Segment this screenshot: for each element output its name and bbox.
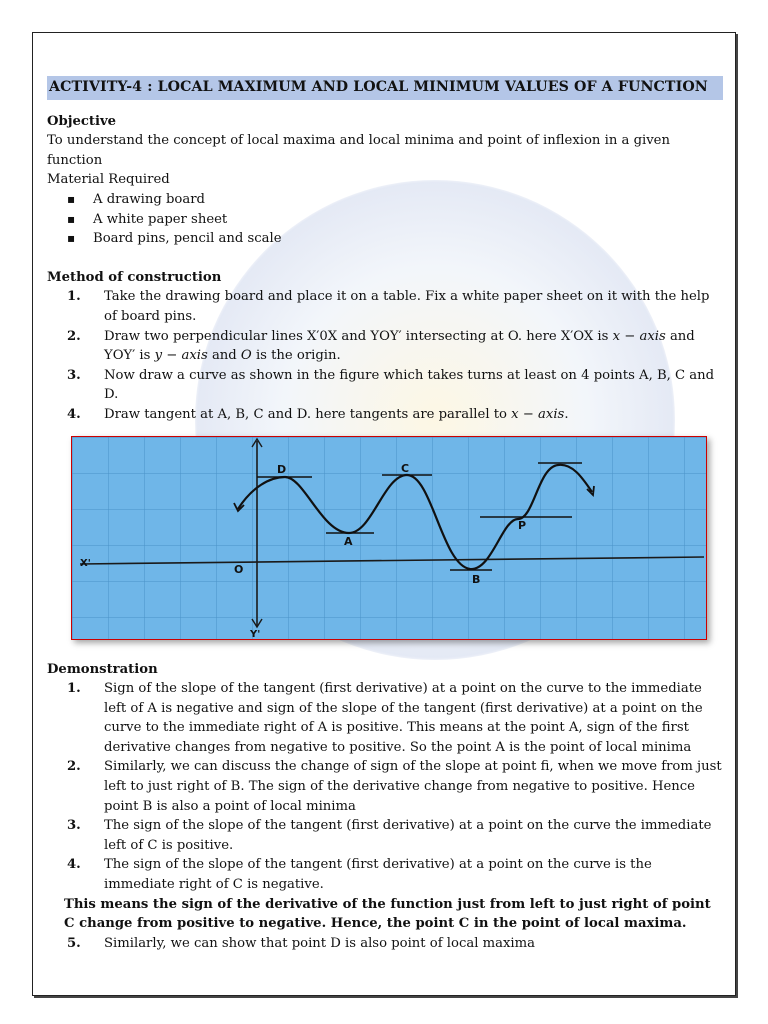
list-item: ▪ Board pins, pencil and scale — [67, 229, 723, 249]
demonstration-steps-list — [47, 679, 723, 895]
step-text: Take the drawing board and place it on a table. Fix a white paper sheet on it with the help of board pins. — [104, 289, 710, 324]
curve-figure-svg — [72, 437, 706, 639]
list-item — [47, 855, 723, 894]
curve-figure — [71, 436, 707, 640]
demonstration-conclusion: This means the sign of the derivative of the function just from left to just right of point C change from positive to negative. Hence, the point C in the point of local maxima. — [64, 896, 711, 932]
activity-title: ACTIVITY-4 : LOCAL MAXIMUM AND LOCAL MINIMUM VALUES OF A FUNCTION — [47, 76, 723, 100]
step-number: 2. — [67, 328, 81, 344]
method-steps-list — [47, 287, 723, 424]
step-number: 3. — [67, 367, 81, 383]
label-x-prime: X' — [80, 557, 91, 569]
step-number: 4. — [67, 857, 81, 873]
method-heading: Method of construction — [47, 269, 222, 285]
list-item — [47, 934, 723, 954]
list-item — [47, 757, 723, 816]
demonstration-heading: Demonstration — [47, 661, 158, 677]
demonstration-final-list — [47, 934, 723, 954]
list-item — [47, 287, 723, 326]
document-body — [47, 76, 723, 953]
step-text: Now draw a curve as shown in the figure which takes turns at least on 4 points A, B, C and D. — [104, 367, 715, 403]
step-text: Draw two perpendicular lines X′0X and YOY′ intersecting at O. here X′OX is 𝑥 − 𝑎𝑥𝑖𝑠 and YOY′ is 𝑦 − 𝑎𝑥𝑖𝑠 and 𝑂 is the origin. — [104, 328, 695, 364]
materials-list — [47, 190, 723, 249]
label-a: A — [344, 534, 353, 548]
step-number: 1. — [67, 289, 81, 305]
step-number: 4. — [67, 406, 81, 422]
label-c: C — [401, 461, 410, 475]
label-d: D — [277, 462, 287, 476]
material-heading: Material Required — [47, 172, 170, 188]
list-item — [47, 405, 723, 425]
list-item: ▪ A white paper sheet — [67, 210, 723, 230]
objective-text: To understand the concept of local maxima and local minima and point of inflexion in a given function — [47, 133, 670, 168]
step-text: The sign of the slope of the tangent (first derivative) at a point on the curve the immediate left of C is positive. — [104, 818, 712, 853]
step-text: Similarly, we can discuss the change of sign of the slope at point fi, when we move from just left to just right of B. The sign of the derivative change from negative to positive. Hence point B is also a point of local minima — [104, 759, 722, 814]
step-text: Similarly, we can show that point D is also point of local maxima — [104, 935, 536, 951]
list-item — [47, 366, 723, 405]
label-p: P — [518, 518, 527, 532]
step-text: Draw tangent at A, B, C and D. here tangents are parallel to 𝑥 − 𝑎𝑥𝑖𝑠. — [104, 406, 569, 422]
label-b: B — [472, 572, 481, 586]
objective-heading: Objective — [47, 113, 117, 129]
label-y-prime: Y' — [250, 628, 261, 639]
step-number: 3. — [67, 818, 81, 834]
list-item: ▪ A drawing board — [67, 190, 723, 210]
step-number: 2. — [67, 759, 81, 775]
step-number: 5. — [67, 935, 81, 951]
step-number: 1. — [67, 681, 81, 697]
step-text: The sign of the slope of the tangent (first derivative) at a point on the curve is the immediate right of C is negative. — [104, 857, 652, 893]
list-item — [47, 327, 723, 366]
list-item — [47, 679, 723, 757]
list-item — [47, 816, 723, 855]
label-origin: O — [234, 562, 244, 576]
step-text: Sign of the slope of the tangent (first derivative) at a point on the curve to the immediate left of A is negative and sign of the slope of the tangent (first derivative) at a point on the curve to the immediate right of A is positive. This means at the point A, sign of the first derivative changes from negative to positive. So the point A is the point of local minima — [104, 681, 703, 755]
